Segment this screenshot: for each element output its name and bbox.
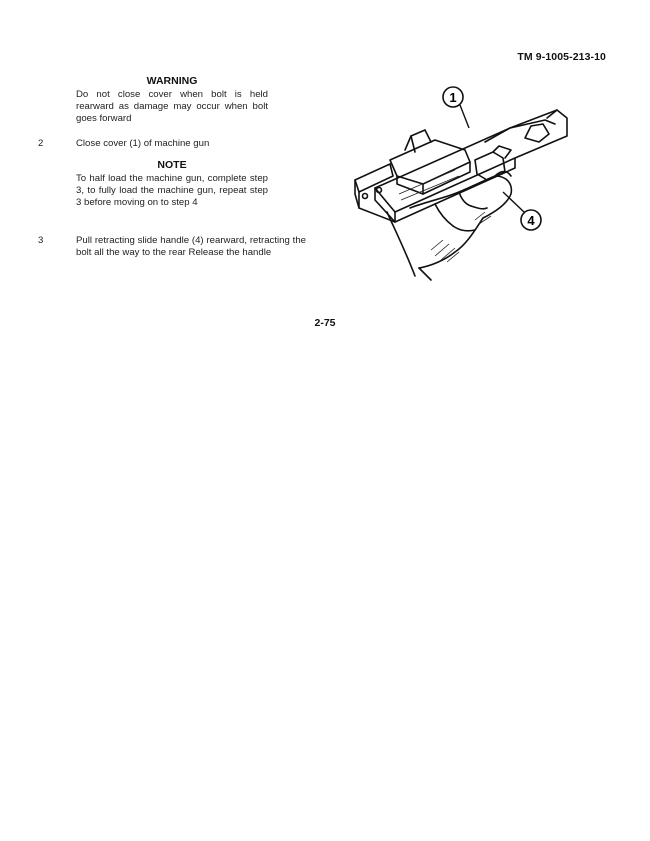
step-2-number: 2 [38,138,44,149]
callout-1-label: 1 [449,90,457,105]
document-id: TM 9-1005-213-10 [517,51,606,63]
step-3-text: Pull retracting slide handle (4) rearward, retracting the bolt all the way to the rear Release the handle [76,235,306,258]
warning-heading: WARNING [146,75,198,87]
note-text: To half load the machine gun, complete step 3, to fully load the machine gun, repeat step 3 before moving on to step 4 [76,173,268,208]
page-number: 2-75 [314,317,336,329]
warning-text: Do not close cover when bolt is held rearward as damage may occur when bolt goes forward [76,89,268,124]
step-2-text: Close cover (1) of machine gun [76,138,210,149]
step-3-number: 3 [38,235,44,246]
callout-4-label: 4 [527,213,535,228]
machine-gun-illustration [335,80,575,285]
note-heading: NOTE [157,159,187,171]
